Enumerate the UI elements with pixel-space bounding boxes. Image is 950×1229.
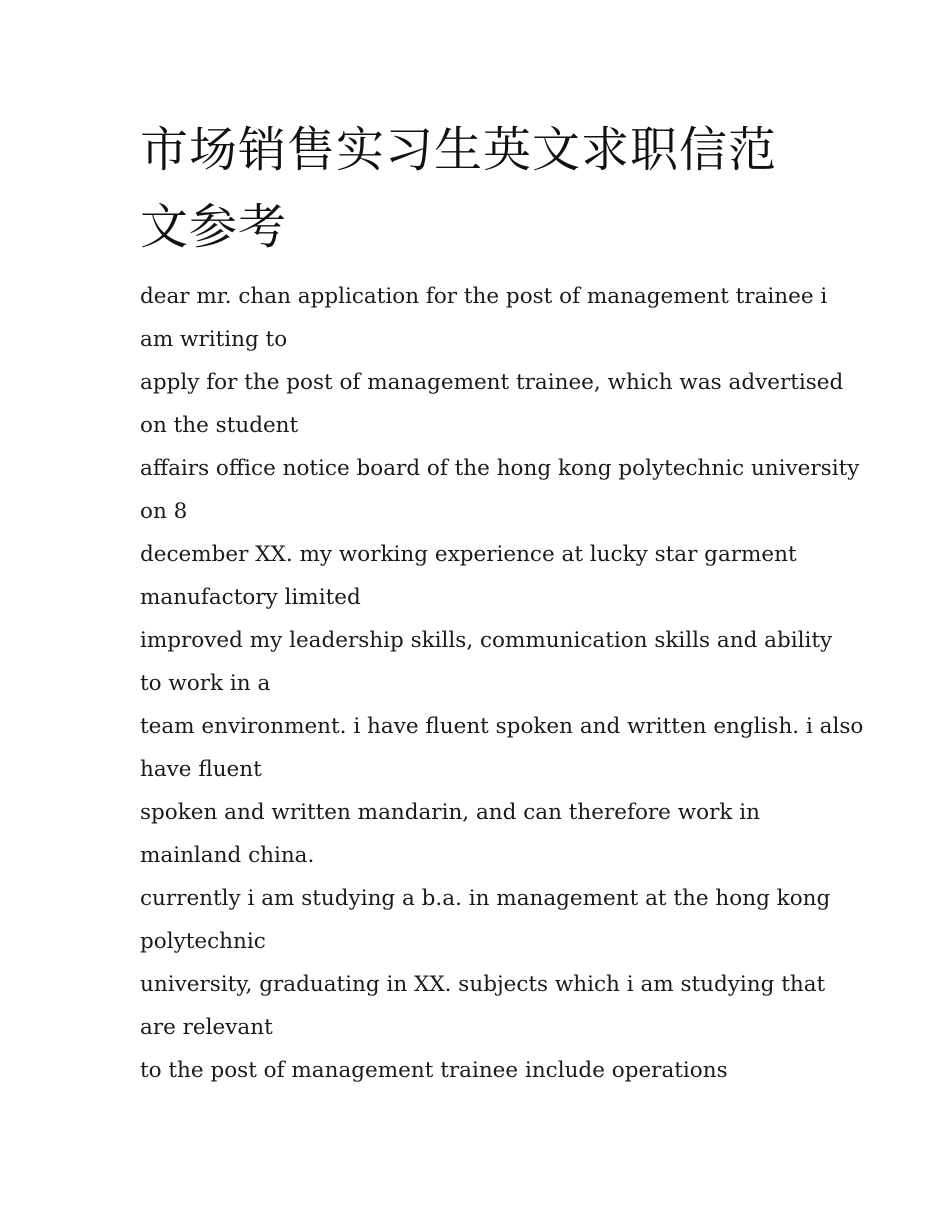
title-line: 文参考 bbox=[140, 199, 288, 255]
body-line: spoken and written mandarin, and can therefore work in bbox=[140, 800, 760, 825]
body-line: have fluent bbox=[140, 757, 262, 782]
body-line: polytechnic bbox=[140, 929, 266, 954]
body-line: to the post of management trainee include operations bbox=[140, 1058, 728, 1083]
body-line: team environment. i have fluent spoken and written english. i also bbox=[140, 714, 864, 739]
body-line: are relevant bbox=[140, 1015, 273, 1040]
body-line: improved my leadership skills, communication skills and ability bbox=[140, 628, 833, 653]
body-line: to work in a bbox=[140, 671, 271, 696]
body-line: on the student bbox=[140, 413, 299, 438]
body-line: december XX. my working experience at lucky star garment bbox=[140, 542, 797, 567]
letter-body bbox=[140, 275, 864, 1092]
title-line: 市场销售实习生英文求职信范 bbox=[140, 122, 778, 178]
document-title bbox=[140, 112, 810, 266]
body-line: am writing to bbox=[140, 327, 288, 352]
body-line: university, graduating in XX. subjects which i am studying that bbox=[140, 972, 826, 997]
body-line: currently i am studying a b.a. in management at the hong kong bbox=[140, 886, 831, 911]
body-line: apply for the post of management trainee, which was advertised bbox=[140, 370, 844, 395]
body-line: dear mr. chan application for the post of management trainee i bbox=[140, 284, 828, 309]
body-line: affairs office notice board of the hong kong polytechnic university bbox=[140, 456, 860, 481]
body-line: mainland china. bbox=[140, 843, 315, 868]
body-line: manufactory limited bbox=[140, 585, 361, 610]
body-line: on 8 bbox=[140, 499, 188, 524]
